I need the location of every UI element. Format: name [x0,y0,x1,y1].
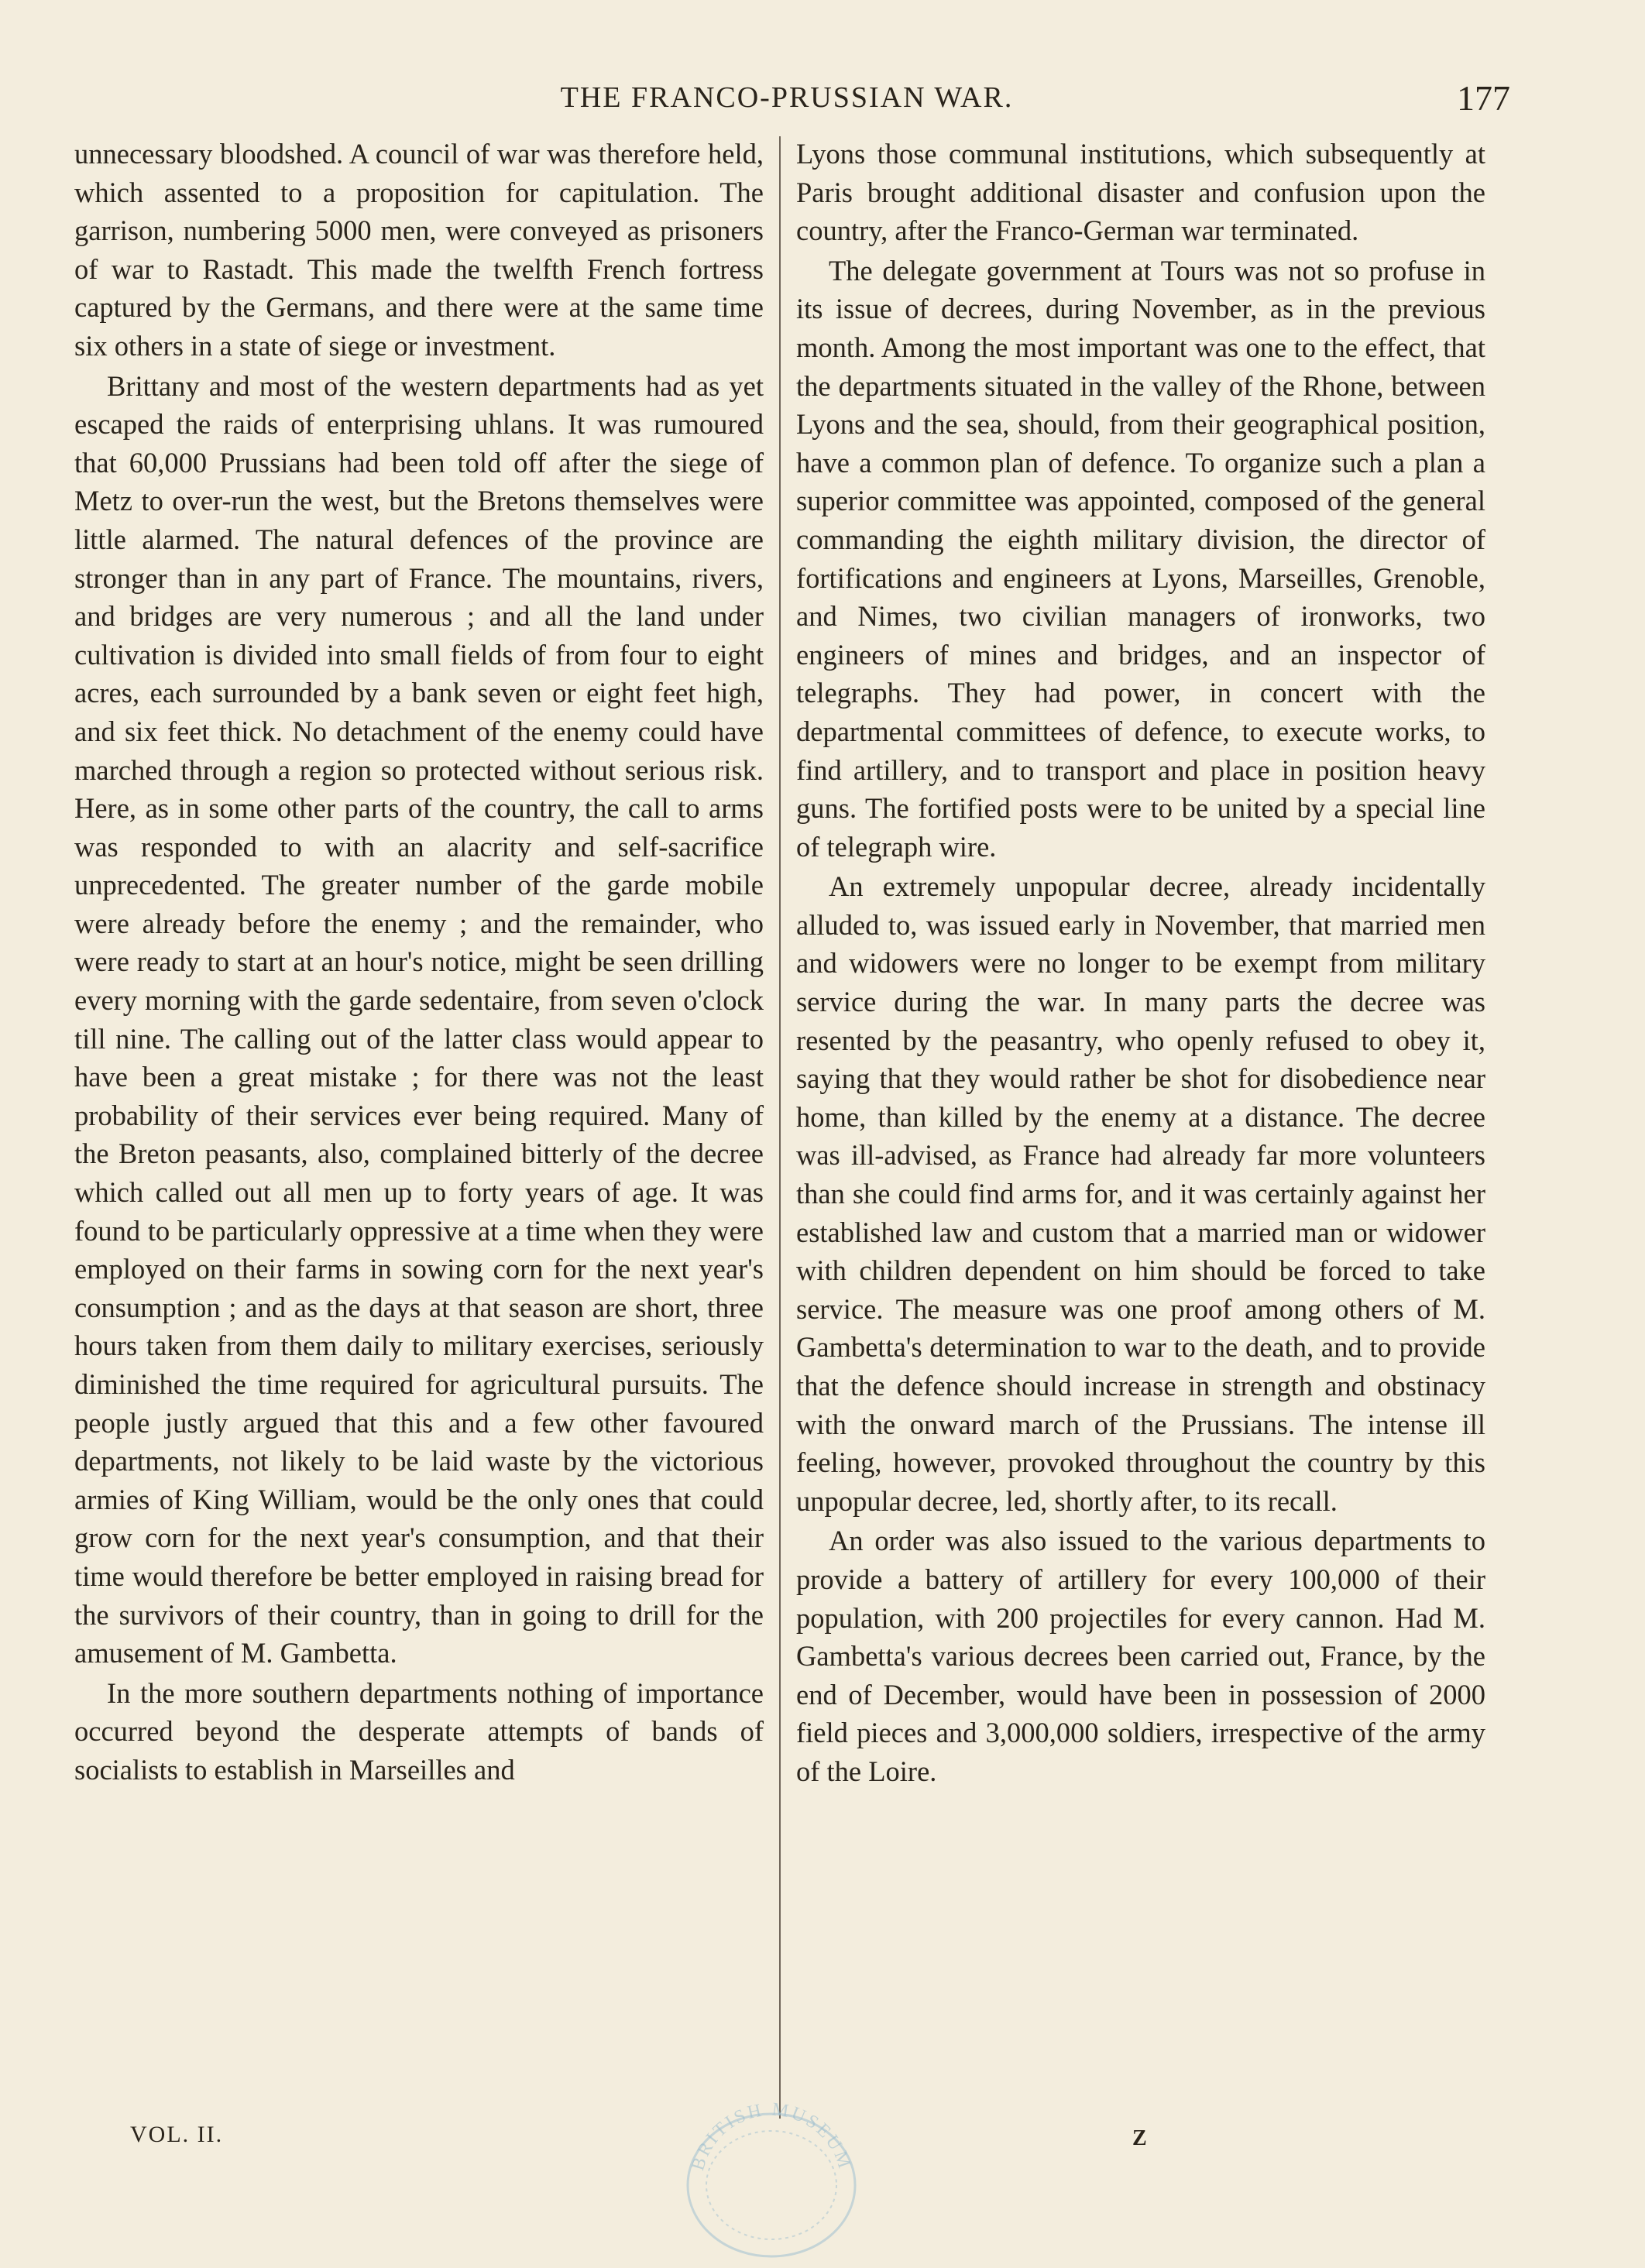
right-paragraph-1: Lyons those communal institutions, which subsequently at Paris brought additional disaster and confusion upon the country, after the Franco-German war terminated. [796,138,1485,247]
running-title: THE FRANCO-PRUSSIAN WAR. [560,81,1014,114]
running-head [74,77,1510,124]
left-paragraph-2: Brittany and most of the western departments had as yet escaped the raids of enterprising uhlans. It was rumoured that 60,000 Prussians had been told off after the siege of Metz to over-run the west, but the Bretons themselves were little alarmed. The natural defences of the province are stronger than in any part of France. The mountains, rivers, and bridges are very numerous ; and all the land under cultivation is divided into small fields of from four to eight acres, each surrounded by a bank seven or eight feet high, and six feet thick. No detachment of the enemy could have marched through a region so protected without serious risk. Here, as in some other parts of the country, the call to arms was responded to with an alacrity and self-sacrifice unprecedented. The greater number of the garde mobile were already before the enemy ; and the remainder, who were ready to start at an hour's notice, might be seen drilling every morning with the garde sedentaire, from seven o'clock till nine. The calling out of the latter class would appear to have been a great mistake ; for there was not the least probability of their services ever being required. Many of the Breton peasants, also, complained bitterly of the decree which called out all men up to forty years of age. It was found to be particularly oppressive at a time when they were employed on their farms in sowing corn for the next year's consumption ; and as the days at that season are short, three hours taken from them daily to military exercises, seriously diminished the time required for agricultural pursuits. The people justly argued that this and a few other favoured departments, not likely to be laid waste by the victorious armies of King William, would be the only ones that could grow corn for the next year's consumption, and that their time would therefore be better employed in raising bread for the survivors of their country, than in going to drill for the amusement of M. Gambetta. [74,369,764,1669]
stamp-text: BRITISH MUSEUM [688,2099,855,2174]
signature-mark: Z [1132,2126,1147,2150]
right-paragraph-2: The delegate government at Tours was not so profuse in its issue of decrees, during November, as in the previous month. Among the most important was one to the effect, that the departments situated in the valley of the Rhone, between Lyons and the sea, should, from their geographical position, have a common plan of defence. To organize such a plan a superior committee was appointed, composed of the general commanding the eighth military division, the director of fortifications and engineers at Lyons, Marseilles, Grenoble, and Nimes, two civilian managers of ironworks, two engineers of mines and bridges, and an inspector of telegraphs. They had power, in concert with the departmental committees of defence, to execute works, to find artillery, and to transport and place in position heavy guns. The fortified posts were to be united by a special line of telegraph wire. [796,254,1485,863]
left-paragraph-1: unnecessary bloodshed. A council of war was therefore held, which assented to a proposition for capitulation. The garrison, numbering 5000 men, were conveyed as prisoners of war to Rastadt. This made the twelfth French fortress captured by the Germans, and there were at the same time six others in a state of siege or investment. [74,138,764,362]
right-paragraph-4: An order was also issued to the various departments to provide a battery of artillery for every 100,000 of their population, with 200 projectiles for every cannon. Had M. Gambetta's various decrees been carried out, France, by the end of December, would have been in possession of 2000 field pieces and 3,000,000 soldiers, irrespective of the army of the Loire. [796,1525,1485,1787]
column-divider [779,136,781,2119]
library-stamp-icon [668,2083,875,2266]
page-number: 177 [1457,78,1510,118]
right-paragraph-3: An extremely unpopular decree, already incidentally alluded to, was issued early in November, that married men and widowers were no longer to be exempt from military service during the war. In many parts the decree was resented by the peasantry, who openly refused to obey it, saying that they would rather be shot for disobedience near home, than killed by the enemy at a distance. The decree was ill-advised, as France had already far more volunteers than she could find arms for, and it was certainly against her established law and custom that a married man or widower with children dependent on him should be forced to take service. The measure was one proof among others of M. Gambetta's determination to war to the death, and to provide that the defence should increase in strength and obstinacy with the onward march of the Prussians. The intense ill feeling, however, provoked throughout the country by this unpopular decree, led, shortly after, to its recall. [796,870,1485,1517]
left-paragraph-3: In the more southern departments nothing of importance occurred beyond the desperate attempts of bands of socialists to establish in Marseilles and [74,1676,764,1786]
right-column [796,135,1485,1791]
left-column [74,135,764,1789]
volume-label: VOL. II. [130,2122,224,2147]
